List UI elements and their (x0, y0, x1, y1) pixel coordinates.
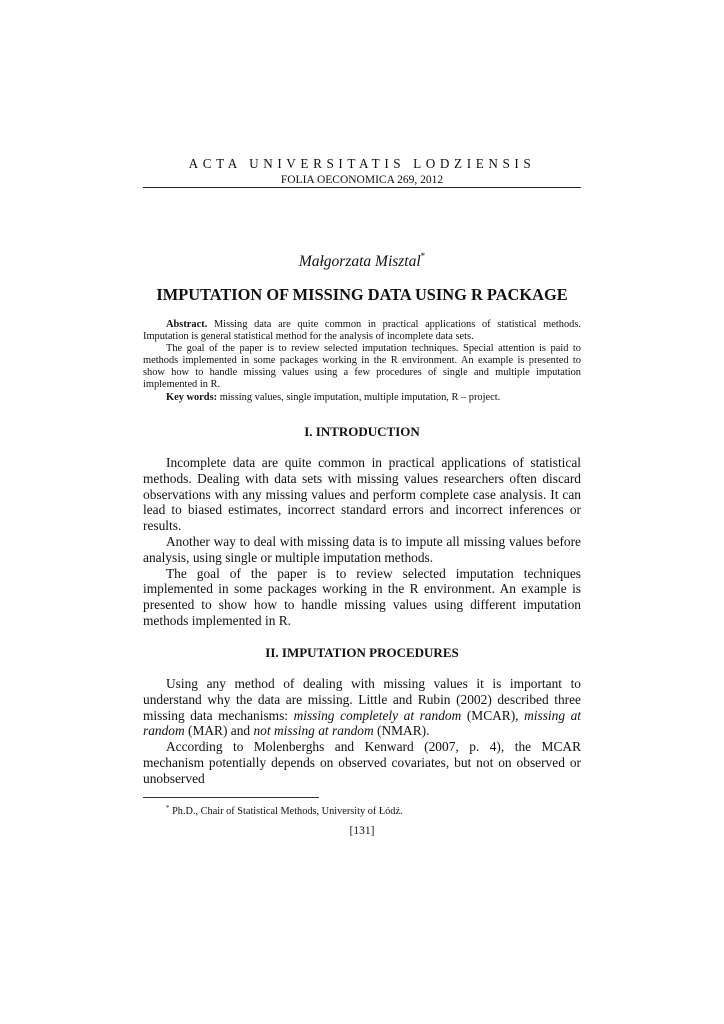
footnote-rule (143, 797, 319, 798)
page-number: [131] (349, 825, 375, 837)
section-heading-procedures: II. IMPUTATION PROCEDURES (265, 645, 459, 660)
intro-paragraph: Incomplete data are quite common in practical applications of statistical methods. Dealing with data sets with missing values researchers often discard observations with any missing values and perform complete case analysis. It can lead to biased estimates, incorrect standard errors and incorrect inferences or results. (143, 455, 581, 534)
section-heading-introduction: I. INTRODUCTION (304, 424, 420, 439)
author-name (143, 251, 581, 271)
procedures-text: (MAR) and (184, 723, 254, 739)
procedures-text: (MCAR), (461, 707, 525, 723)
term-nmar: not missing at random (253, 723, 374, 739)
paper-title: IMPUTATION OF MISSING DATA USING R PACKAGE (156, 285, 568, 304)
journal-name: ACTA UNIVERSITATIS LODZIENSIS (188, 156, 536, 171)
header-rule (143, 187, 581, 188)
author-name-text: Małgorzata Misztal (298, 253, 421, 270)
term-mcar: missing completely at random (293, 707, 462, 723)
keywords-label: Key words: (166, 391, 218, 403)
procedures-text: Using any method of dealing with missing values it is important to understand why the data are missing. Little and Rubin (2002) described three missing data mechanisms: (143, 676, 581, 723)
introduction-body (143, 455, 581, 629)
footnote (166, 804, 403, 817)
procedures-body (143, 676, 581, 787)
keywords-text: missing values, single imputation, multiple imputation, R – project. (219, 391, 501, 403)
intro-paragraph: The goal of the paper is to review selected imputation techniques implemented in some packages working in the R environment. An example is presented to show how to handle missing values using different imputation methods implemented in R. (143, 565, 581, 628)
abstract (143, 319, 581, 404)
term-mar: missing at random (143, 707, 581, 739)
procedures-text: (NMAR). (373, 723, 430, 739)
author-footnote-marker: * (420, 251, 426, 261)
procedures-paragraph-2: According to Molenberghs and Kenward (2007, p. 4), the MCAR mechanism potentially depends on observed covariates, but not on observed or unobserved (143, 739, 581, 786)
footnote-marker: * (166, 804, 170, 812)
abstract-text-1: Missing data are quite common in practical applications of statistical methods. Imputation is general statistical method for the analysis of incomplete data sets. (143, 319, 581, 343)
abstract-label: Abstract. (166, 319, 208, 330)
intro-paragraph: Another way to deal with missing data is to impute all missing values before analysis, using single or multiple imputation methods. (143, 533, 581, 565)
procedures-paragraph-1 (143, 676, 581, 739)
abstract-paragraph-1 (143, 319, 581, 343)
footnote-text: Ph.D., Chair of Statistical Methods, University of Łódź. (172, 806, 403, 817)
journal-folio: FOLIA OECONOMICA 269, 2012 (280, 174, 444, 186)
keywords (143, 392, 581, 404)
abstract-paragraph-2: The goal of the paper is to review selected imputation techniques. Special attention is paid to methods implemented in some packages working in the R environment. An example is presented to show how to handle missing values using a few procedures of single and multiple imputation implemented in R. (143, 343, 581, 391)
